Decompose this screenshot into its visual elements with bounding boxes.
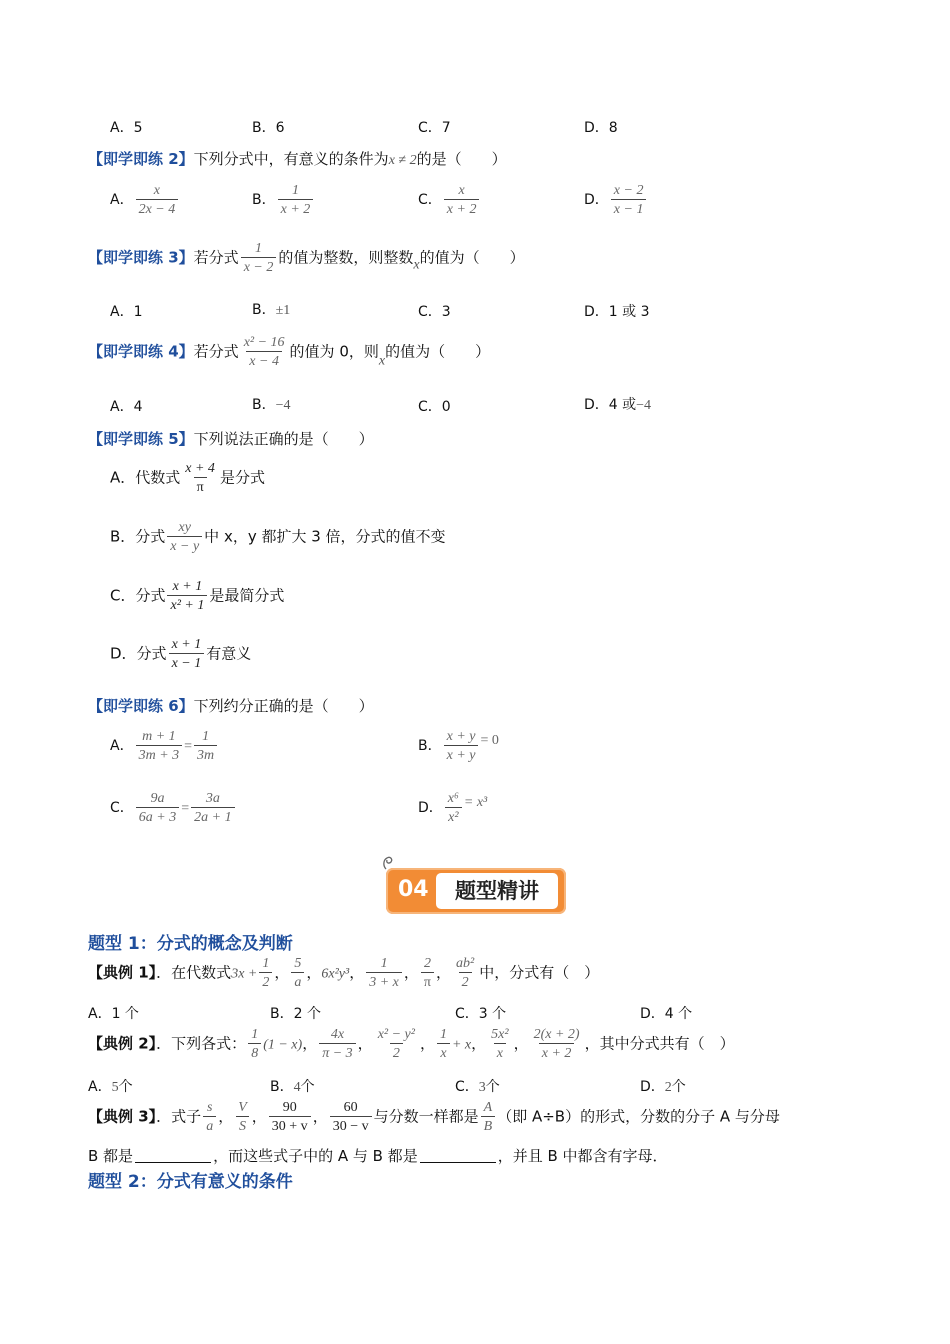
ex2-b-letter: B．: [270, 1079, 294, 1095]
ex2-option-d: [640, 1076, 686, 1096]
q6-d-letter: D．: [418, 800, 443, 816]
q4-stem: [88, 334, 490, 370]
q2-option-a-letter: A．: [110, 192, 134, 208]
q4-option-b-letter: B．: [252, 397, 276, 413]
ex3-f4d: 30 − v: [330, 1116, 372, 1135]
q5-b-pre: B．分式: [110, 527, 166, 546]
ex1-option-a: A．1 个: [88, 1006, 139, 1022]
ex1-frac1: [259, 955, 272, 991]
q4-option-b-value: −4: [275, 398, 291, 413]
ex3-frac1: [203, 1099, 216, 1135]
q2-option-d: [584, 182, 648, 218]
ex1-text2: 中，分式有（ ）: [479, 963, 600, 982]
ex3-text3: （即 A÷B）的形式，分数的分子 A 与分母: [497, 1107, 780, 1126]
q6-a-n1: m + 1: [142, 729, 176, 744]
ex2-f1n: 1: [251, 1027, 259, 1042]
ex1-term1: 3x +: [231, 966, 258, 982]
ex3-blank-2[interactable]: [420, 1148, 496, 1163]
q5-c-fraction: [167, 578, 207, 614]
ex3-stem: 【典例 3】．式子 $\frac{s}{a}$ ， $\frac{V}{S}$ ， $\frac{90}{30 + v}$ ， $\frac{60}{30 - v}$ 与分数一样都是 $\frac{A}{B}$ （即 A÷B）的形式，分数的分子 A 与分母: [88, 1100, 780, 1134]
q5-option-b: [110, 519, 446, 555]
q4-option-d-letter: D．4 或: [584, 397, 637, 413]
ex3-line2: [88, 1145, 668, 1166]
q4-text2: 的值为 0，则: [289, 342, 379, 361]
q3-den: x − 2: [241, 257, 277, 276]
ex1-term3: 6x²y³: [321, 966, 350, 982]
q3-num: 1: [255, 241, 263, 256]
ex2-term4: + x: [451, 1037, 472, 1053]
q2-option-c-den: x + 2: [444, 199, 480, 218]
ex3-f1n: s: [206, 1100, 213, 1115]
q1-option-b: B．6: [252, 120, 285, 136]
q6-c-d1: 6a + 3: [136, 807, 179, 826]
q5-option-c: [110, 578, 284, 614]
q5-a-post: 是分式: [219, 468, 265, 487]
q5-a-num: x + 4: [185, 461, 215, 476]
ex2-f6n: 2(x + 2): [533, 1027, 580, 1042]
q2-label: 【即学即练 2】: [88, 150, 194, 168]
ex1-f1d: 2: [259, 972, 272, 991]
ex3-line2-part1: B 都是: [88, 1147, 134, 1165]
ex2-a-letter: A．: [88, 1079, 112, 1095]
q4-option-a: A．4: [110, 399, 143, 415]
ex2-f2d: π − 3: [319, 1043, 355, 1062]
q3-option-d: D．1 或 3: [584, 304, 650, 320]
q6-a-n2: 1: [202, 729, 210, 744]
q2-option-d-letter: D．: [584, 192, 609, 208]
q6-b-letter: B．: [418, 738, 442, 754]
ex2-d-unit: 个: [671, 1079, 686, 1095]
ex3-line2-part3: ，并且 B 中都含有字母．: [497, 1147, 668, 1165]
q3-option-b: [252, 299, 290, 319]
q3-var: x: [413, 257, 420, 273]
q6-c-letter: C．: [110, 800, 134, 816]
q6-d-rhs: x³: [476, 795, 488, 810]
q6-option-b: B． $\frac{x + y}{x + y}$ = 0: [418, 729, 499, 763]
q3-text1: 若分式: [193, 248, 239, 267]
ex2-c-value: 3: [478, 1080, 486, 1095]
ex1-option-d: D．4 个: [640, 1006, 693, 1022]
q6-label: 【即学即练 6】: [88, 697, 194, 715]
q2-option-b-num: 1: [291, 183, 299, 198]
ex3-text1: ．式子: [156, 1107, 202, 1126]
q2-option-c-letter: C．: [418, 192, 442, 208]
ex2-option-b: [270, 1076, 315, 1096]
q5-a-pre: A．代数式: [110, 468, 181, 487]
ex1-option-c: C．3 个: [455, 1006, 507, 1022]
ex1-frac5: [421, 955, 434, 991]
ex2-f5n: 5x²: [491, 1027, 509, 1042]
section-banner: [386, 868, 566, 914]
ex3-fAd: B: [481, 1116, 496, 1135]
q2-text1: 下列分式中，有意义的条件为: [193, 150, 389, 168]
ex2-term1: (1 − x): [263, 1037, 303, 1053]
q1-option-a: A．5: [110, 120, 143, 136]
ex2-a-value: 5: [111, 1080, 119, 1095]
q5-c-num: x + 1: [172, 579, 203, 594]
q6-stem: [88, 695, 374, 716]
q5-d-den: x − 1: [169, 653, 205, 672]
ex1-f4n: 1: [380, 956, 388, 971]
q6-a-rhs: [194, 728, 217, 764]
q2-option-c-fraction: [444, 182, 480, 218]
q6-a-d2: 3m: [194, 745, 217, 764]
ex1-stem: 【典例 1】．在代数式3x + $\frac{1}{2}$ ， $\frac{5}{a}$ ，6x²y³， $\frac{1}{3 + x}$ ， $\frac{2}{\pi}$ ， $\frac{\text{ab²}}{2}$ 中，分式有（ ）: [88, 956, 600, 990]
q4-label: 【即学即练 4】: [88, 342, 194, 361]
ex2-a-unit: 个: [118, 1079, 133, 1095]
q6-c-n2: 3a: [205, 791, 220, 806]
q4-option-c: C．0: [418, 399, 451, 415]
ex1-f2d: a: [291, 972, 304, 991]
ex2-text2: ，其中分式共有（ ）: [584, 1034, 735, 1053]
ex1-f1n: 1: [262, 956, 270, 971]
q6-c-rhs: [191, 790, 234, 826]
ex2-f1d: 8: [248, 1043, 261, 1062]
q6-text: 下列约分正确的是（ ）: [193, 697, 374, 715]
q4-text3: 的值为（ ）: [385, 342, 491, 361]
ex2-frac1: [248, 1026, 261, 1062]
q6-d-lhs: [445, 790, 462, 826]
ex2-text1: ．下列各式：: [156, 1034, 247, 1053]
ex1-option-b: B．2 个: [270, 1006, 321, 1022]
ex3-text2: 与分数一样都是: [373, 1107, 479, 1126]
q4-option-d: [584, 394, 651, 414]
q4-option-d-value: −4: [636, 398, 652, 413]
ex2-label: 【典例 2】: [88, 1034, 157, 1053]
ex1-frac2: [291, 955, 304, 991]
ex3-f2d: S: [236, 1116, 249, 1135]
q6-a-d1: 3m + 3: [136, 745, 183, 764]
ex3-line2-part2: ，而这些式子中的 A 与 B 都是: [213, 1147, 418, 1165]
q2-option-b-den: x + 2: [278, 199, 314, 218]
banner-title: 题型精讲: [436, 873, 558, 909]
q2-option-b-letter: B．: [252, 192, 276, 208]
ex3-fracAB: [481, 1099, 496, 1135]
q5-label: 【即学即练 5】: [88, 430, 194, 448]
q4-den: x − 4: [246, 351, 282, 370]
ex2-f4n: 1: [439, 1027, 447, 1042]
ex2-stem: 【典例 2】．下列各式： $\frac{1}{8}$ (1 − x)， $\frac{4x}{\pi - 3}$ ， $\frac{\text{x² − y²}}{2}$ ， $\frac{1}{x}$ + x， $\frac{\text{5x²}}{x}$ ， $\frac{2(x + 2)}{x + 2}$ ，其中分式共有（ ）: [88, 1027, 735, 1061]
ex2-f5d: x: [494, 1043, 506, 1062]
q2-option-d-num: x − 2: [613, 183, 644, 198]
q5-d-pre: D．分式: [110, 644, 167, 663]
ex2-f3n: x² − y²: [377, 1027, 415, 1042]
ex2-option-c: [455, 1076, 500, 1096]
ex2-f4d: x: [437, 1043, 449, 1062]
q3-text2: 的值为整数，则整数: [278, 248, 414, 267]
q5-option-d: [110, 636, 251, 672]
q2-option-c: [418, 182, 481, 218]
ex1-f2n: 5: [294, 956, 302, 971]
q3-option-a: A．1: [110, 304, 143, 320]
ex1-f5d: π: [421, 972, 434, 991]
ex3-blank-1[interactable]: [135, 1148, 211, 1163]
q3-stem: [88, 240, 525, 276]
q6-b-lhs: [444, 728, 479, 764]
q4-num: x² − 16: [243, 335, 285, 350]
q6-a-lhs: [136, 728, 183, 764]
q4-var: x: [378, 353, 386, 369]
q2-condition: x ≠ 2: [388, 153, 417, 168]
q3-label: 【即学即练 3】: [88, 248, 194, 267]
q6-b-rhs: 0: [491, 733, 499, 748]
q5-b-fraction: [167, 519, 202, 555]
ex2-frac6: [531, 1026, 583, 1062]
ex2-b-unit: 个: [300, 1079, 315, 1095]
type2-heading: 题型 2：分式有意义的条件: [88, 1172, 293, 1192]
q3-option-c: C．3: [418, 304, 451, 320]
q6-b-n1: x + y: [446, 729, 476, 744]
q2-option-c-num: x: [458, 183, 465, 198]
ex1-f6n: ab²: [456, 956, 475, 971]
ex2-frac4: [437, 1026, 450, 1062]
q1-option-d: D．8: [584, 120, 618, 136]
q5-option-a: [110, 460, 265, 496]
q5-c-post: 是最简分式: [209, 586, 285, 605]
ex2-f6d: x + 2: [539, 1043, 575, 1062]
ex3-f4n: 60: [343, 1100, 358, 1115]
paperclip-icon: [382, 854, 394, 870]
ex3-f2n: V: [238, 1100, 247, 1115]
q6-option-c: C． $\frac{9a}{6a + 3}$ = $\frac{3a}{2a + 1}$: [110, 790, 237, 826]
q5-c-pre: C．分式: [110, 586, 166, 605]
ex3-f3n: 90: [282, 1100, 297, 1115]
ex2-frac5: [488, 1026, 511, 1062]
q5-c-den: x² + 1: [167, 595, 207, 614]
q5-b-post: 中 x，y 都扩大 3 倍，分式的值不变: [204, 527, 446, 546]
q6-option-d: D． $\frac{\text{x⁶}}{\text{x²}}$ = x³: [418, 791, 488, 825]
ex2-option-a: [88, 1076, 133, 1096]
q3-text3: 的值为（ ）: [419, 248, 525, 267]
ex2-d-value: 2: [664, 1080, 672, 1095]
q4-option-b: [252, 394, 291, 414]
q6-c-n1: 9a: [150, 791, 165, 806]
q2-option-d-den: x − 1: [611, 199, 647, 218]
q5-a-fraction: [182, 460, 218, 496]
ex2-b-value: 4: [293, 1080, 301, 1095]
ex1-f4d: 3 + x: [366, 972, 402, 991]
q5-stem: [88, 428, 374, 449]
ex3-frac4: [330, 1099, 372, 1135]
ex2-frac2: [319, 1026, 355, 1062]
q2-option-a-fraction: [136, 182, 179, 218]
ex3-f1d: a: [203, 1116, 216, 1135]
ex3-frac3: [269, 1099, 311, 1135]
q6-d-n1: x⁶: [447, 791, 459, 806]
q6-b-d1: x + y: [444, 745, 479, 764]
q2-option-b-fraction: [278, 182, 314, 218]
ex2-c-unit: 个: [485, 1079, 500, 1095]
ex3-f3d: 30 + v: [269, 1116, 311, 1135]
ex1-f5n: 2: [423, 956, 431, 971]
q3-option-b-letter: B．: [252, 302, 276, 318]
q2-option-b: [252, 182, 315, 218]
ex2-d-letter: D．: [640, 1079, 665, 1095]
ex1-label: 【典例 1】: [88, 963, 157, 982]
ex2-c-letter: C．: [455, 1079, 479, 1095]
ex2-f3d: 2: [390, 1043, 403, 1062]
q6-c-d2: 2a + 1: [191, 807, 234, 826]
q4-fraction: [241, 334, 288, 370]
ex1-frac6: [453, 955, 477, 991]
q2-option-a: [110, 182, 180, 218]
q2-text2: 的是（ ）: [416, 150, 507, 168]
q6-c-lhs: [136, 790, 179, 826]
q3-fraction: [241, 240, 277, 276]
q4-text1: 若分式: [193, 342, 239, 361]
ex3-label: 【典例 3】: [88, 1107, 157, 1126]
q5-b-num: xy: [178, 520, 191, 535]
q6-a-letter: A．: [110, 738, 134, 754]
ex3-fAn: A: [483, 1100, 493, 1115]
ex3-frac2: [235, 1099, 250, 1135]
ex1-f6d: 2: [459, 972, 472, 991]
q2-option-d-fraction: [611, 182, 647, 218]
q5-b-den: x − y: [167, 536, 202, 555]
ex2-f2n: 4x: [330, 1027, 345, 1042]
q1-option-c: C．7: [418, 120, 451, 136]
q3-option-b-value: ±1: [275, 303, 291, 318]
banner-number: 04: [398, 877, 429, 902]
ex2-frac3: [375, 1026, 418, 1062]
q5-text: 下列说法正确的是（ ）: [193, 430, 374, 448]
ex1-frac4: [366, 955, 402, 991]
q5-d-fraction: [169, 636, 205, 672]
q2-option-a-num: x: [153, 183, 161, 198]
type1-heading: 题型 1：分式的概念及判断: [88, 934, 293, 954]
q6-d-d1: x²: [445, 807, 461, 826]
q2-stem: [88, 148, 507, 169]
q5-d-num: x + 1: [171, 637, 202, 652]
q6-option-a: A． $\frac{m + 1}{3m + 3}$ = $\frac{1}{3m}$: [110, 728, 219, 764]
q5-d-post: 有意义: [206, 644, 252, 663]
ex1-text1: ．在代数式: [156, 963, 232, 982]
q2-option-a-den: 2x − 4: [136, 199, 179, 218]
q5-a-den: π: [194, 477, 207, 496]
